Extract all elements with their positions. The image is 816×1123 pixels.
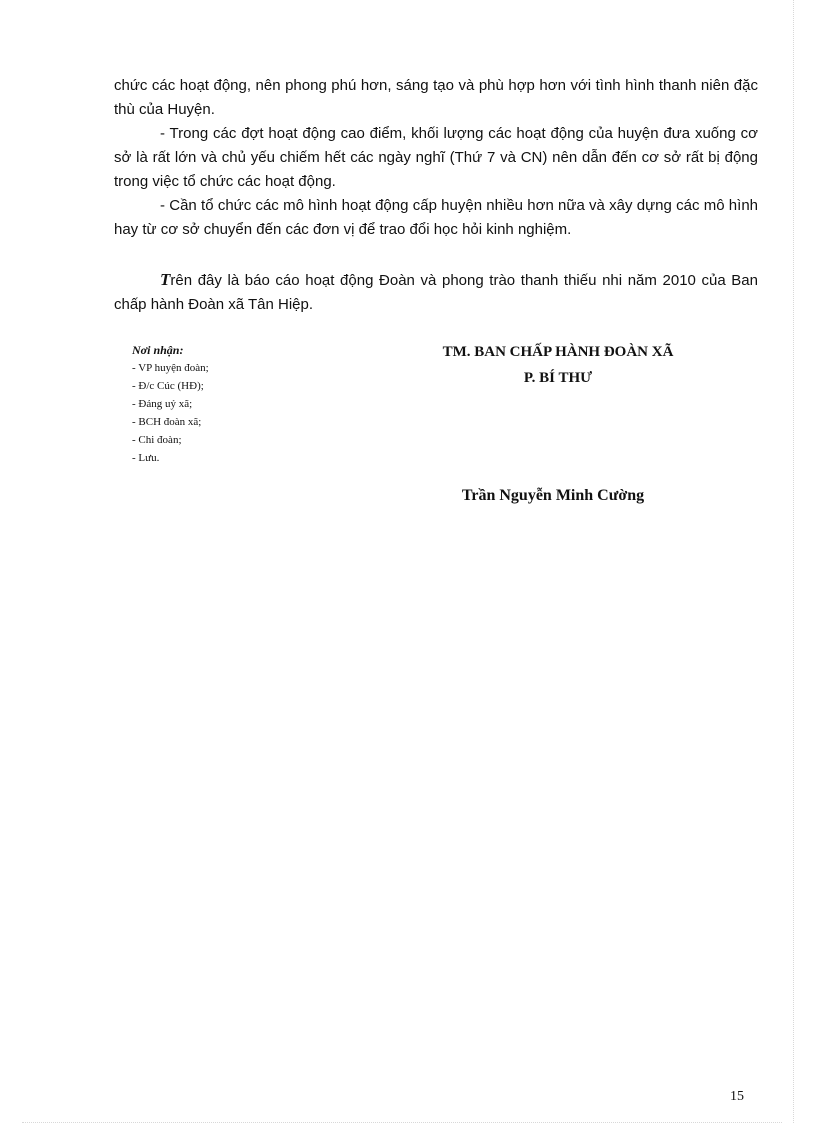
recipient-item: - Đ/c Cúc (HĐ); bbox=[132, 380, 204, 392]
page-number: 15 bbox=[730, 1089, 744, 1104]
recipient-item: - Chi đoàn; bbox=[132, 434, 182, 446]
closing-text: rên đây là báo cáo hoạt động Đoàn và phong trào thanh thiếu nhi năm 2010 của Ban chấp hành Đoàn xã Tân Hiệp. bbox=[114, 272, 758, 313]
signature-role: P. BÍ THƯ bbox=[523, 370, 593, 386]
recipients-block bbox=[132, 341, 342, 467]
document-body bbox=[114, 74, 758, 317]
recipient-item: - VP huyện đoàn; bbox=[132, 362, 209, 374]
recipient-list bbox=[132, 359, 342, 467]
signature-authority: TM. BAN CHẤP HÀNH ĐOÀN XÃ bbox=[442, 344, 674, 360]
recipient-item: - BCH đoàn xã; bbox=[132, 416, 202, 428]
paragraph-closing bbox=[114, 268, 758, 317]
recipients-title: Nơi nhận: bbox=[132, 343, 184, 357]
recipient-item: - Lưu. bbox=[132, 452, 160, 464]
signature-block bbox=[393, 339, 723, 391]
closing-first-letter: T bbox=[160, 270, 171, 289]
paragraph-peak-activities: - Trong các đợt hoạt động cao điểm, khối lượng các hoạt động của huyện đưa xuống cơ sở là rất lớn và chủ yếu chiếm hết các ngày nghĩ (Thứ 7 và CN) nên dẫn đến cơ sở rất bị động trong việc tổ chức các hoạt động. bbox=[114, 125, 758, 190]
paragraph-more-models: - Cần tổ chức các mô hình hoạt động cấp huyện nhiều hơn nữa và xây dựng các mô hình hay từ cơ sở chuyển đến các đơn vị để trao đổi học hỏi kinh nghiệm. bbox=[114, 197, 758, 238]
signer-name: Trần Nguyễn Minh Cường bbox=[461, 487, 645, 504]
page-border-right bbox=[793, 0, 794, 1123]
paragraph-continuation: chức các hoạt động, nên phong phú hơn, sáng tạo và phù hợp hơn với tình hình thanh niên đặc thù của Huyện. bbox=[114, 77, 758, 118]
recipient-item: - Đảng uỷ xã; bbox=[132, 398, 193, 410]
